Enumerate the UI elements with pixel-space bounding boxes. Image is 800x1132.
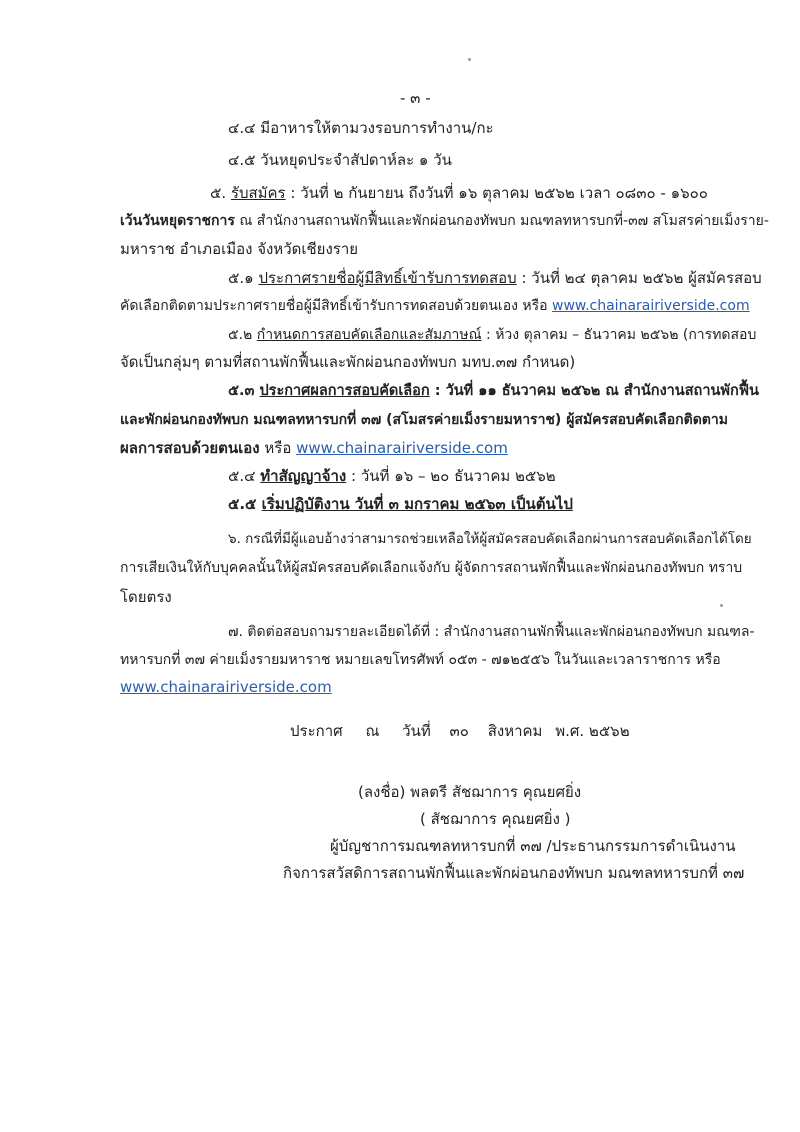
- section-5-3-number: ๕.๓: [228, 383, 255, 399]
- item-4-4: ๔.๔ มีอาหารให้ตามวงรอบการทำงาน/กะ: [228, 119, 494, 137]
- section-5-4-number: ๕.๔: [228, 467, 256, 485]
- website-link[interactable]: www.chainarairiverside.com: [120, 678, 332, 696]
- section-5-3-line-1: [228, 381, 759, 401]
- section-7-line-2: ทหารบกที่ ๓๗ ค่ายเม็งรายมหาราช หมายเลขโทรศัพท์ ๐๕๓ - ๗๑๒๕๕๖ ในวันและเวลาราชการ หรือ: [120, 652, 721, 668]
- website-link[interactable]: www.chainarairiverside.com: [296, 439, 508, 457]
- section-5-1-number: ๕.๑: [228, 269, 254, 287]
- section-7-line-3: [120, 677, 332, 697]
- section-5-2-line-2: จัดเป็นกลุ่มๆ ตามที่สถานพักฟื้นและพักผ่อนกองทัพบก มทบ.๓๗ กำหนด): [120, 353, 576, 371]
- section-5-1-text-2: คัดเลือกติดตามประกาศรายชื่อผู้มีสิทธิ์เข้ารับการทดสอบด้วยตนเอง หรือ: [120, 298, 553, 314]
- signature-title-1: ผู้บัญชาการมณฑลทหารบกที่ ๓๗ /ประธานกรรมการดำเนินงาน: [330, 837, 736, 855]
- signature-title-2: กิจการสวัสดิการสถานพักฟื้นและพักผ่อนกองทัพบก มณฑลทหารบกที่ ๓๗: [283, 864, 745, 882]
- section-5-number: ๕.: [210, 184, 227, 202]
- section-5-5-text: วันที่ ๓ มกราคม ๒๕๖๓ เป็นต้นไป: [349, 495, 573, 513]
- section-5-2-line-1: [228, 325, 756, 345]
- section-5-2-heading: กำหนดการสอบคัดเลือกและสัมภาษณ์: [256, 327, 482, 343]
- website-link[interactable]: www.chainarairiverside.com: [552, 298, 750, 314]
- section-5-1-line-1: [228, 268, 762, 288]
- section-7-line-1: ๗. ติดต่อสอบถามรายละเอียดได้ที่ : สำนักงานสถานพักฟื้นและพักผ่อนกองทัพบก มณฑล-: [228, 624, 755, 640]
- announce-month: สิงหาคม: [487, 722, 543, 740]
- section-5-text-1: : วันที่ ๒ กันยายน ถึงวันที่ ๑๖ ตุลาคม ๒๕๖๒ เวลา ๐๘๓๐ - ๑๖๐๐: [285, 184, 708, 202]
- section-5-3-heading: ประกาศผลการสอบคัดเลือก: [259, 383, 430, 399]
- section-5-5-number: ๕.๕: [228, 495, 257, 513]
- announce-at: ณ: [365, 722, 380, 740]
- section-5-3-text-1: : วันที่ ๑๑ ธันวาคม ๒๕๖๒ ณ สำนักงานสถานพักฟื้น: [429, 383, 759, 399]
- scan-speck: [720, 604, 723, 607]
- section-5-text-2: ณ สำนักงานสถานพักฟื้นและพักผ่อนกองทัพบก มณฑลทหารบกที่-๓๗ สโมสรค่ายเม็งราย-: [234, 213, 769, 229]
- scan-speck: [468, 58, 471, 61]
- announce-day: ๓๐: [449, 722, 469, 740]
- announce-day-label: วันที่: [402, 722, 431, 740]
- signature-signed: (ลงชื่อ) พลตรี สัชฌาการ คุณยศยิ่ง: [358, 783, 582, 801]
- section-5-line-2: [120, 211, 769, 231]
- section-5-1-text-1: : วันที่ ๒๔ ตุลาคม ๒๕๖๒ ผู้สมัครสอบ: [516, 269, 762, 287]
- section-5-line-1: [210, 183, 708, 203]
- section-5-bold: เว้นวันหยุดราชการ: [120, 213, 235, 229]
- section-5-5-heading: เริ่มปฏิบัติงาน: [261, 495, 350, 513]
- section-5-3-text-3b: หรือ: [259, 439, 297, 457]
- page-number: - ๓ -: [400, 89, 431, 107]
- section-5-3-text-3: ผลการสอบด้วยตนเอง: [120, 439, 260, 457]
- announce-word: ประกาศ: [290, 722, 343, 740]
- section-5-3-line-2: และพักผ่อนกองทัพบก มณฑลทหารบกที่ ๓๗ (สโมสรค่ายเม็งรายมหาราช) ผู้สมัครสอบคัดเลือกติดตาม: [120, 412, 728, 428]
- section-5-2-text-1: : ห้วง ตุลาคม – ธันวาคม ๒๕๖๒ (การทดสอบ: [481, 327, 757, 343]
- announce-year: พ.ศ. ๒๕๖๒: [555, 722, 630, 740]
- section-5-line-3: มหาราช อำเภอเมือง จังหวัดเชียงราย: [120, 240, 359, 258]
- section-6-line-2: การเสียเงินให้กับบุคคลนั้นให้ผู้สมัครสอบคัดเลือกแจ้งกับ ผู้จัดการสถานพักฟื้นและพักผ่อนกองทัพบก ทราบ: [120, 560, 743, 576]
- announcement-date: [290, 721, 630, 741]
- section-5-1-heading: ประกาศรายชื่อผู้มีสิทธิ์เข้ารับการทดสอบ: [258, 269, 517, 287]
- section-6-line-1: ๖. กรณีที่มีผู้แอบอ้างว่าสามารถช่วยเหลือให้ผู้สมัครสอบคัดเลือกผ่านการสอบคัดเลือกได้โดย: [228, 531, 752, 547]
- section-5-heading: รับสมัคร: [230, 184, 286, 202]
- section-5-1-line-2: [120, 296, 750, 316]
- section-5-4-line: [228, 466, 556, 486]
- section-6-line-3: โดยตรง: [120, 588, 172, 606]
- section-5-2-number: ๕.๒: [228, 327, 253, 343]
- signature-name: ( สัชฌาการ คุณยศยิ่ง ): [420, 810, 571, 828]
- section-5-5-line: [228, 494, 573, 514]
- section-5-3-line-3: [120, 438, 508, 458]
- section-5-4-heading: ทำสัญญาจ้าง: [260, 467, 347, 485]
- item-4-5: ๔.๕ วันหยุดประจำสัปดาห์ละ ๑ วัน: [228, 151, 452, 169]
- section-5-4-text: : วันที่ ๑๖ – ๒๐ ธันวาคม ๒๕๖๒: [346, 467, 556, 485]
